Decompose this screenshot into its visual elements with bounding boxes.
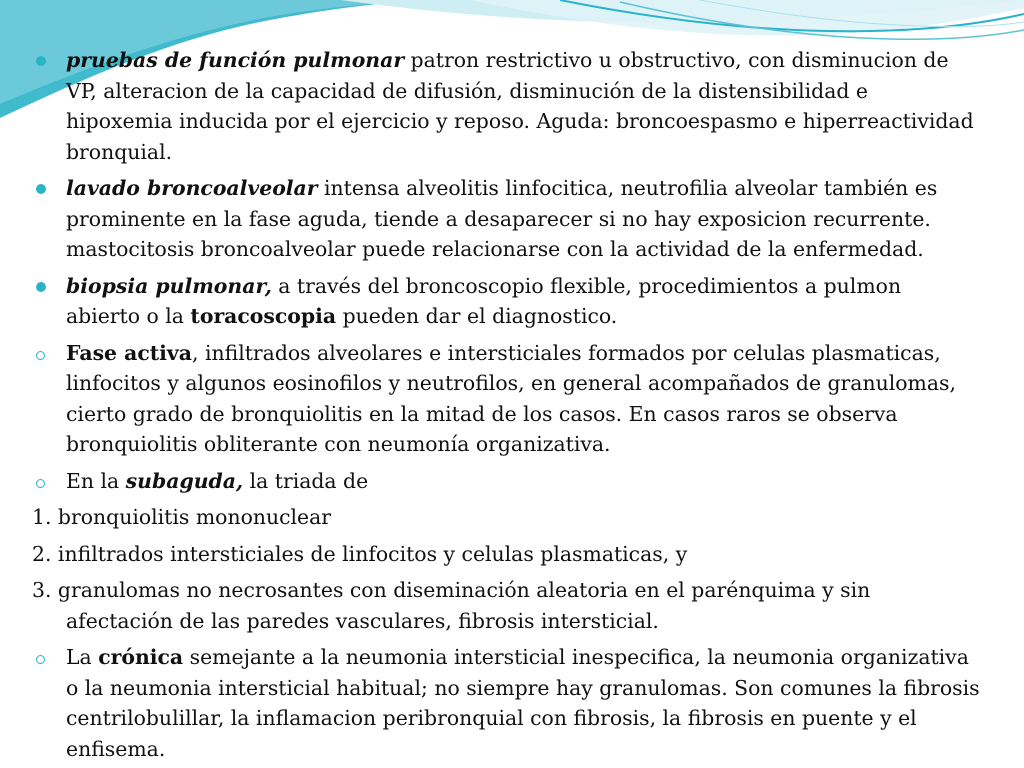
- item-text: la triada de: [243, 468, 369, 493]
- numbered-item: [0, 502, 1024, 533]
- numbered-item: [0, 539, 1024, 570]
- item-text: 1. bronquiolitis mononuclear: [32, 505, 332, 529]
- item-lead: Fase activa: [66, 340, 192, 365]
- item-text: , infiltrados alveolares e intersticiales formados por celulas plasmaticas, linfocitos y algunos eosinofilos y neutrofilos, en general acompañados de granulomas, cierto grado de bronquiolitis en la mitad de los casos. En casos raros se observa bronquiolitis obliterante con neumonía organizativa.: [66, 340, 956, 456]
- list-item: [0, 466, 1024, 497]
- item-text: semejante a la neumonia intersticial inespecifica, la neumonia organizativa o la neumonia intersticial habitual; no siempre hay granulomas. Son comunes la fibrosis centrilobulillar, la inflamacion peribronquial con fibrosis, la fibrosis en puente y el enfisema.: [66, 645, 980, 761]
- item-lead: lavado broncoalveolar: [66, 176, 318, 200]
- item-lead: subaguda,: [125, 468, 244, 493]
- item-text: 2. infiltrados intersticiales de linfocitos y celulas plasmaticas, y: [32, 541, 688, 566]
- list-item: [0, 338, 1024, 460]
- list-item: [0, 45, 1024, 167]
- item-text: patron restrictivo u obstructivo, con disminucion de VP, alteracion de la capacidad de difusión, disminución de la distensibilidad e hipoxemia inducida por el ejercicio y reposo. Aguda: broncoespasmo e hiperreactividad bronquial.: [66, 48, 974, 164]
- item-text: a través del broncoscopio flexible, procedimientos a pulmon abierto o la: [66, 273, 902, 328]
- item-lead: pruebas de función pulmonar: [66, 48, 405, 72]
- item-text: 3. granulomas no necrosantes con diseminación aleatoria en el parénquima y sin afectación de las paredes vasculares, fibrosis intersticial.: [32, 578, 871, 633]
- item-pre: La: [66, 645, 99, 669]
- slide-body: [0, 45, 1024, 768]
- list-item: [0, 271, 1024, 332]
- item-lead: crónica: [98, 645, 184, 669]
- item-text: intensa alveolitis linfocitica, neutrofilia alveolar también es prominente en la fase aguda, tiende a desaparecer si no hay exposicion recurrente. mastocitosis broncoalveolar puede relacionarse con la actividad de la enfermedad.: [66, 176, 938, 261]
- item-lead: biopsia pulmonar,: [66, 273, 272, 298]
- numbered-item: [0, 575, 1024, 636]
- list-item: [0, 173, 1024, 265]
- item-bold: toracoscopia: [190, 304, 337, 328]
- item-pre: En la: [66, 468, 126, 493]
- list-item: [0, 642, 1024, 764]
- item-tail: pueden dar el diagnostico.: [336, 304, 618, 328]
